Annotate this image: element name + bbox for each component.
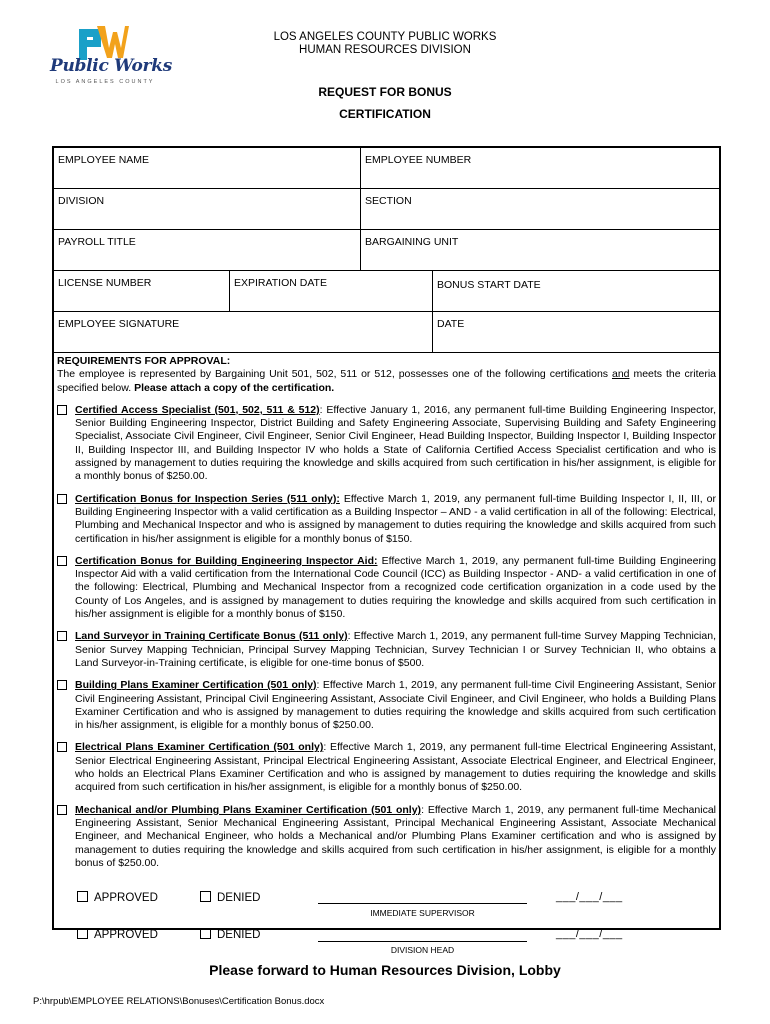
certification-item: Mechanical and/or Plumbing Plans Examiner Certification (501 only): Effective March 1, 2019, any permanent full-time Mechanical Engineering Assistant, Senior Mechanical Engineering Assistant, Principal Mechanical Engineering Assistant, Associate Mechanical Engineer, and Mechanical Engineer, who holds a Mechanical and/or Plumbing Plans Examiner certification and who is assigned by management to duties requiring the knowledge and skills acquired from such certification in his/her assignment, is eligible for a monthly bonus of $250.00. xyxy=(57,804,716,870)
form-row-signature xyxy=(54,312,719,353)
certification-checkbox[interactable] xyxy=(57,805,67,815)
employee-number-field[interactable] xyxy=(360,148,719,188)
division-head-label: DIVISION HEAD xyxy=(390,945,455,955)
division-label: DIVISION xyxy=(58,195,105,207)
supervisor-signature-line[interactable] xyxy=(318,903,527,904)
certification-item: Building Plans Examiner Certification (501 only): Effective March 1, 2019, any permanent full-time Civil Engineering Assistant, Senior Civil Engineering Assistant, Principal Civil Engineering Assistant, Associate Civil Engineer, and Civil Engineer, who holds a Building Plans Examiner Certification and who is assigned by management to duties requiring the knowledge and skills acquired from such certification in his/her assignment, is eligible for a monthly bonus of $250.00. xyxy=(57,679,716,732)
bonus-start-date-label: BONUS START DATE xyxy=(437,279,541,291)
employee-name-field[interactable] xyxy=(54,148,360,188)
certification-item: Certification Bonus for Building Engineering Inspector Aid: Effective March 1, 2019, any permanent full-time Building Engineering Inspector Aid with a valid certification from the International Code Council (ICC) as Building Inspector - AND- a valid certification in one of the following: Electrical, Plumbing and Mechanical Inspector from a recognized code certification organization in a code used by the County of Los Angeles, and is assigned by management to duties requiring the knowledge and skills acquired from such certification in his/her assignment is eligible for a monthly bonus of $150. xyxy=(57,555,716,621)
date-label: DATE xyxy=(437,318,465,330)
supervisor-approved-option[interactable]: APPROVED xyxy=(77,891,158,905)
pw-logo-icon xyxy=(79,26,129,60)
file-path: P:\hrpub\EMPLOYEE RELATIONS\Bonuses\Certification Bonus.docx xyxy=(33,996,325,1007)
public-works-logo xyxy=(50,26,172,90)
employee-signature-field[interactable] xyxy=(54,312,432,352)
form-row-name xyxy=(54,148,719,189)
payroll-title-label: PAYROLL TITLE xyxy=(58,236,136,248)
employee-signature-label: EMPLOYEE SIGNATURE xyxy=(58,318,180,330)
employee-name-label: EMPLOYEE NAME xyxy=(58,154,150,166)
agency-name: LOS ANGELES COUNTY PUBLIC WORKS xyxy=(273,31,497,43)
form-row-division xyxy=(54,189,719,230)
division-head-date[interactable]: ___/___/___ xyxy=(556,928,623,940)
certification-checkbox[interactable] xyxy=(57,631,67,641)
certification-checkbox[interactable] xyxy=(57,556,67,566)
form-title-line1: REQUEST FOR BONUS xyxy=(318,85,452,99)
certification-item: Electrical Plans Examiner Certification (501 only): Effective March 1, 2019, any permanent full-time Electrical Engineering Assistant, Senior Electrical Engineering Assistant, Principal Electrical Engineering Assistant, Associate Electrical Engineer, and Electrical Engineer, who holds an Electrical Plans Examiner Certification and who is assigned by management to duties requiring the knowledge and skills acquired from such certification in his/her assignment, is eligible for a monthly bonus of $250.00. xyxy=(57,741,716,794)
form-row-payroll xyxy=(54,230,719,271)
division-head-approved-option[interactable]: APPROVED xyxy=(77,928,158,942)
requirements-title: REQUIREMENTS FOR APPROVAL: xyxy=(57,355,231,367)
denied-checkbox[interactable] xyxy=(200,928,211,939)
division-name: HUMAN RESOURCES DIVISION xyxy=(299,44,471,56)
approved-checkbox[interactable] xyxy=(77,891,88,902)
section-label: SECTION xyxy=(365,195,412,207)
certification-checkbox[interactable] xyxy=(57,405,67,415)
date-field[interactable] xyxy=(432,312,719,352)
employee-number-label: EMPLOYEE NUMBER xyxy=(365,154,472,166)
certification-checkbox[interactable] xyxy=(57,742,67,752)
bonus-request-form xyxy=(52,146,721,955)
division-head-signature-line[interactable] xyxy=(318,941,527,942)
requirements-section xyxy=(54,355,719,955)
certification-checkbox[interactable] xyxy=(57,494,67,504)
license-number-label: LICENSE NUMBER xyxy=(58,277,152,289)
expiration-date-label: EXPIRATION DATE xyxy=(234,277,327,289)
supervisor-denied-option[interactable]: DENIED xyxy=(200,891,260,905)
expiration-date-field[interactable] xyxy=(229,271,432,311)
section-field[interactable] xyxy=(360,189,719,229)
denied-checkbox[interactable] xyxy=(200,891,211,902)
license-number-field[interactable] xyxy=(54,271,229,311)
supervisor-date[interactable]: ___/___/___ xyxy=(556,891,623,903)
supervisor-label: IMMEDIATE SUPERVISOR xyxy=(370,908,475,918)
payroll-title-field[interactable] xyxy=(54,230,360,270)
bargaining-unit-field[interactable] xyxy=(360,230,719,270)
certification-item: Land Surveyor in Training Certificate Bonus (511 only): Effective March 1, 2019, any permanent full-time Survey Mapping Technician, Senior Survey Mapping Technician, Principal Survey Mapping Technician, Survey Technician I or Survey Technician II, who obtains a Land Surveyor-in-Training certificate, is eligible for one-time bonus of $500. xyxy=(57,630,716,670)
certification-checkbox[interactable] xyxy=(57,680,67,690)
approved-checkbox[interactable] xyxy=(77,928,88,939)
bonus-start-date-field[interactable] xyxy=(432,271,719,311)
logo-wordmark: Public Works xyxy=(50,56,172,76)
logo-tagline: LOS ANGELES COUNTY xyxy=(55,79,155,85)
division-field[interactable] xyxy=(54,189,360,229)
division-head-denied-option[interactable]: DENIED xyxy=(200,928,260,942)
requirements-intro: The employee is represented by Bargaining Unit 501, 502, 511 or 512, possesses one of the following certifications and meets the criteria specified below. Please attach a copy of the certification. xyxy=(57,368,716,394)
bargaining-unit-label: BARGAINING UNIT xyxy=(365,236,459,248)
forward-instruction: Please forward to Human Resources Division, Lobby xyxy=(209,962,561,978)
certification-item: Certified Access Specialist (501, 502, 511 & 512): Effective January 1, 2016, any permanent full-time Building Engineering Inspector, Senior Building Engineering Inspector, District Building and Safety Engineering Associate, Supervising Building and Safety Engineering Specialist, Associate Civil Engineer, Civil Engineer, Senior Civil Engineer, Head Building Inspector, Building Inspector I, Building Inspector II, Building Inspector III, and Building Inspector IV who holds a State of California Certified Access Specialist certification and who is assigned by management to duties requiring the knowledge and skills acquired from such certification in his/her assignment, is eligible for a monthly bonus of $250.00. xyxy=(57,404,716,484)
certification-item: Certification Bonus for Inspection Series (511 only): Effective March 1, 2019, any permanent full-time Building Inspector I, II, III, or Building Engineering Inspector with a valid certification as a Building Inspector – AND - a valid certification in all of the following: Electrical, Plumbing and Mechanical Inspector and who is assigned by management to duties requiring the knowledge and skills acquired from such certification in his/her assignment is eligible for a monthly bonus of $150. xyxy=(57,493,716,546)
form-row-license xyxy=(54,271,719,312)
form-title-line2: CERTIFICATION xyxy=(339,107,431,121)
